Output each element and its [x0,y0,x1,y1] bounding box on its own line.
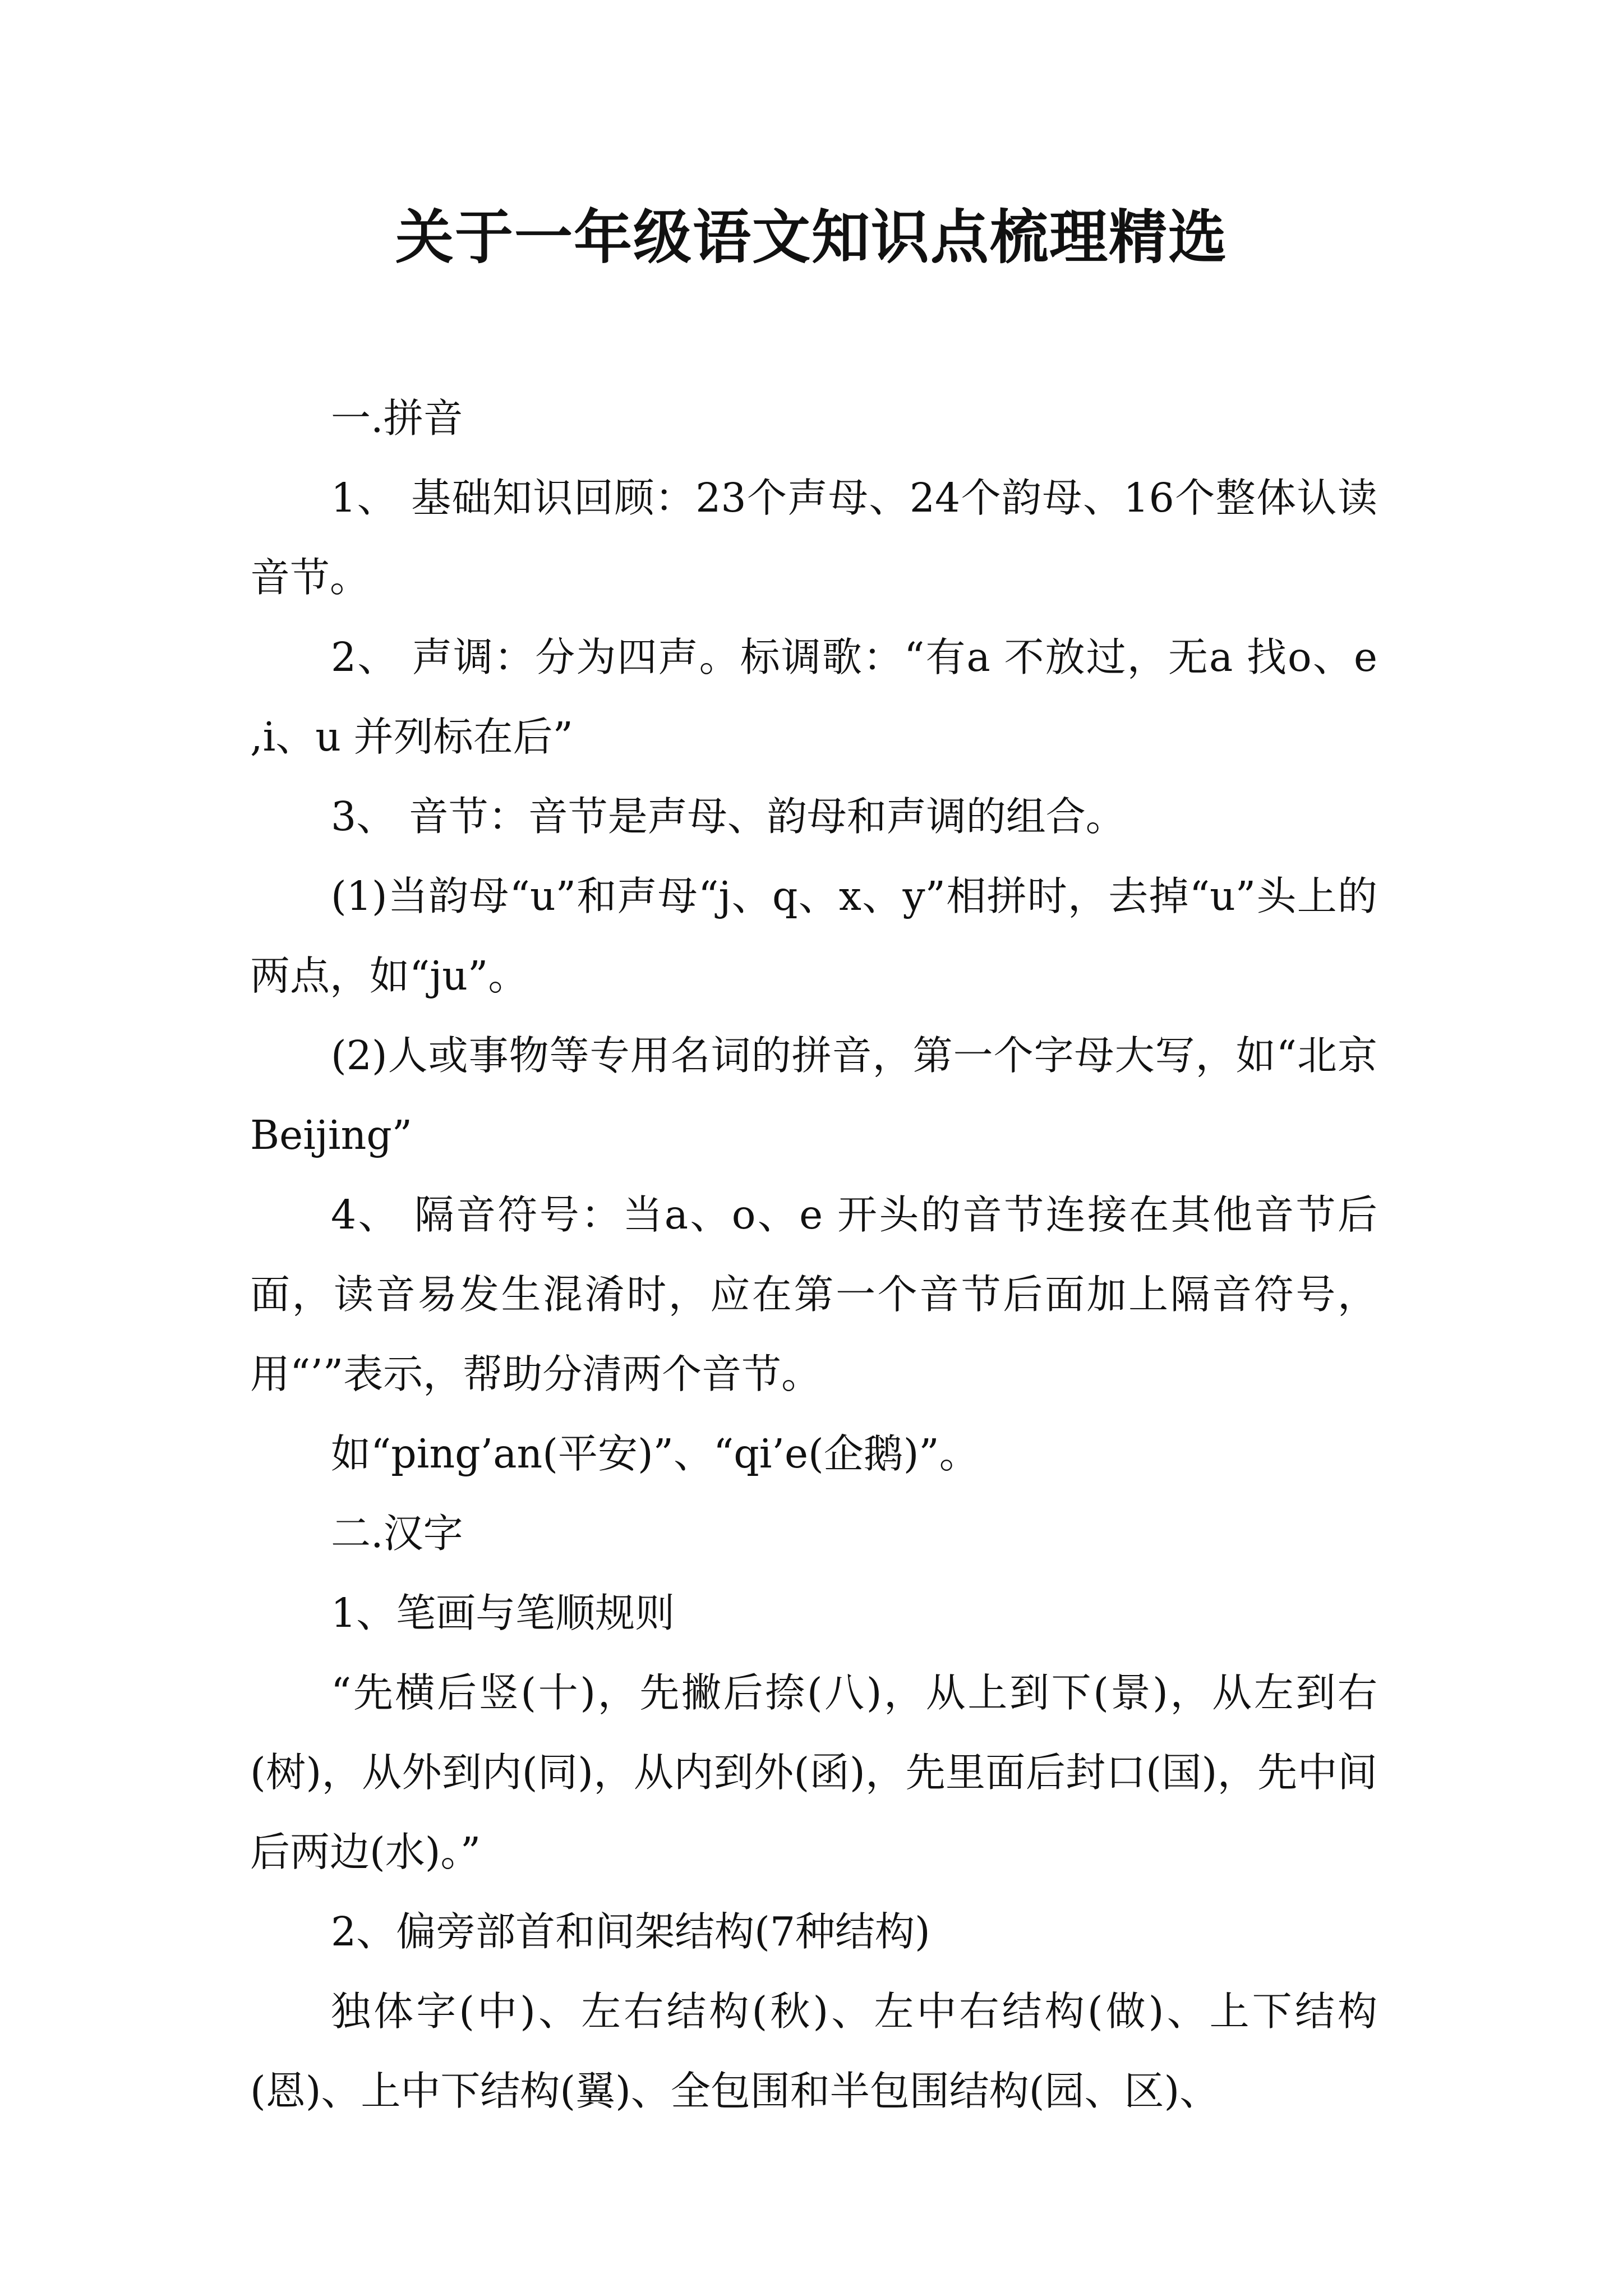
paragraph-rule-proper-nouns: (2)人或事物等专用名词的拼音，第一个字母大写，如“北京 Beijing” [250,1032,1377,1158]
paragraph-syllable-dividing-mark: 4、 隔音符号：当a、o、e 开头的音节连接在其他音节后面，读音易发生混淆时，应在第一个音节后面加上隔音符号，用“’”表示，帮助分清两个音节。 [250,1191,1377,1397]
section-heading-pinyin: 一.拼音 [331,395,463,441]
document-title: 关于一年级语文知识点梳理精选 [395,203,1228,272]
paragraph-stroke-order-heading: 1、笔画与笔顺规则 [331,1590,675,1636]
paragraph-structure-heading: 2、偏旁部首和间架结构(7种结构) [331,1908,930,1955]
paragraph-rule-u: (1)当韵母“u”和声母“j、q、x、y”相拼时，去掉“u”头上的两点，如“ju”。 [250,873,1377,999]
paragraph-tones: 2、 声调：分为四声。标调歌：“有a 不放过，无a 找o、e ,i、u 并列标在后” [250,634,1377,760]
paragraph-structure-types: 独体字(中)、左右结构(秋)、左中右结构(做)、上下结构(恩)、上中下结构(翼)、全包围和半包围结构(园、区)、 [250,1988,1377,2114]
section-heading-characters: 二.汉字 [331,1510,463,1557]
paragraph-syllables: 3、 音节：音节是声母、韵母和声调的组合。 [331,793,1126,840]
paragraph-basics: 1、 基础知识回顾：23个声母、24个韵母、16个整体认读音节。 [250,475,1377,601]
paragraph-dividing-mark-examples: 如“ping’an(平安)”、“qi’e(企鹅)”。 [331,1430,979,1477]
paragraph-stroke-order-rules: “先横后竖(十)，先撇后捺(八)，从上到下(景)，从左到右(树)，从外到内(同)，从内到外(函)，先里面后封口(国)，先中间后两边(水)。” [250,1669,1377,1875]
document-body [250,379,1377,2131]
